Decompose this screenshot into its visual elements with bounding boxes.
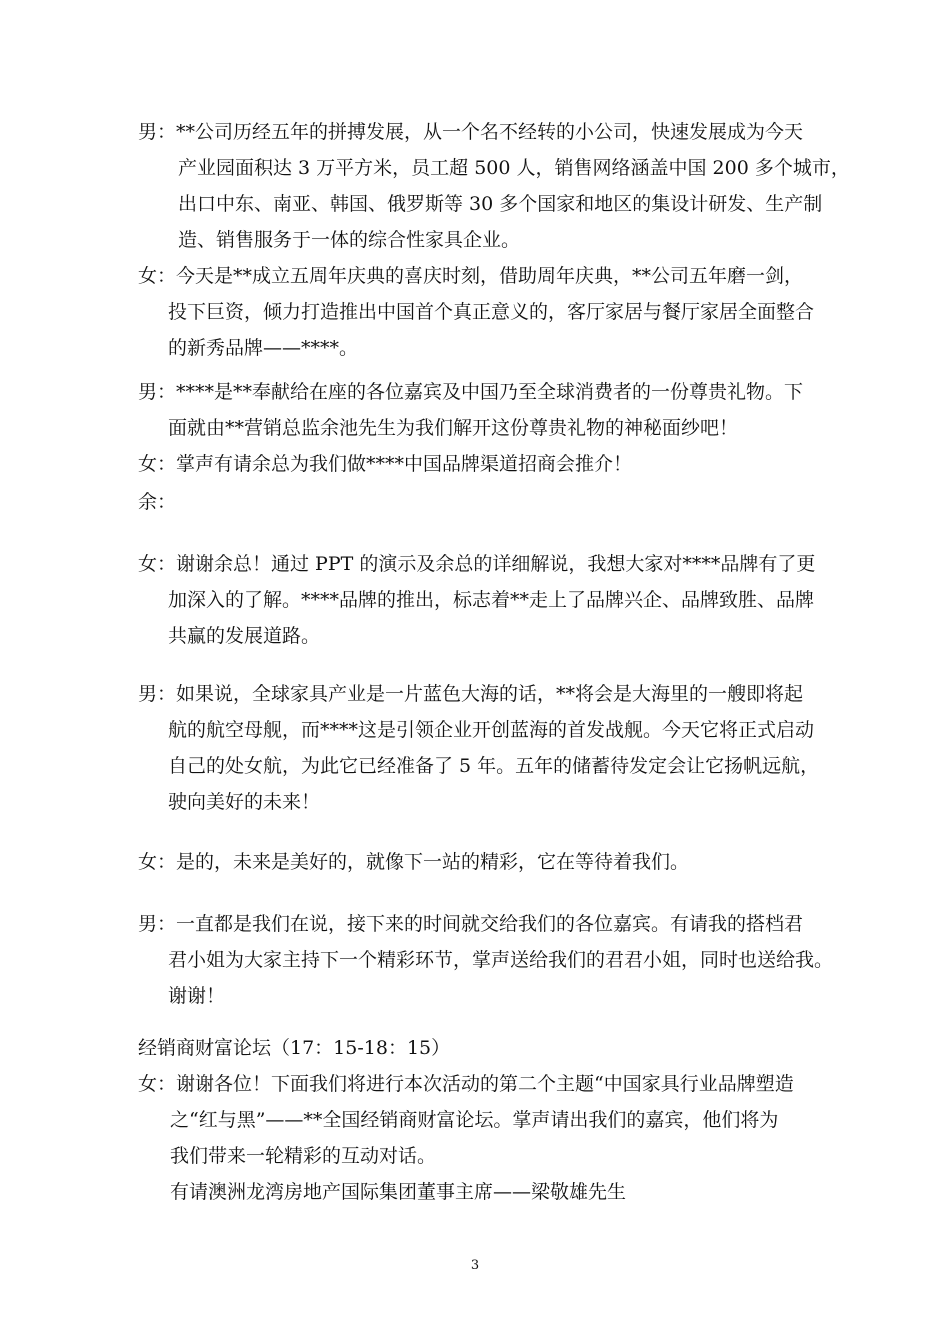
paragraph-female-thanks — [138, 546, 815, 654]
text-line: 经销商财富论坛（17：15-18：15） — [138, 1037, 451, 1059]
text-line: 谢谢！ — [168, 985, 226, 1007]
text-line: 造、销售服务于一体的综合性家具企业。 — [178, 229, 521, 251]
section-heading-forum — [138, 1030, 450, 1066]
text-line: 男：**公司历经五年的拼搏发展，从一个名不经转的小公司，快速发展成为今天 — [138, 121, 804, 143]
paragraph-male-company-intro — [138, 114, 850, 258]
text-line: 男：****是**奉献给在座的各位嘉宾及中国乃至全球消费者的一份尊贵礼物。下 — [138, 381, 804, 403]
text-line: 面就由**营销总监余池先生为我们解开这份尊贵礼物的神秘面纱吧！ — [168, 417, 739, 439]
text-line: 加深入的了解。****品牌的推出，标志着**走上了品牌兴企、品牌致胜、品牌 — [168, 589, 815, 611]
text-line: 的新秀品牌——****。 — [168, 337, 359, 359]
text-line: 女：掌声有请余总为我们做****中国品牌渠道招商会推介！ — [138, 453, 633, 475]
text-line: 共赢的发展道路。 — [168, 625, 321, 647]
text-line: 航的航空母舰，而****这是引领企业开创蓝海的首发战舰。今天它将正式启动 — [168, 719, 815, 741]
paragraph-female-invite — [138, 446, 632, 482]
text-line: 我们带来一轮精彩的互动对话。 — [170, 1145, 437, 1167]
text-line: 投下巨资，倾力打造推出中国首个真正意义的，客厅家居与餐厅家居全面整合 — [168, 301, 815, 323]
text-line: 出口中东、南亚、韩国、俄罗斯等 30 多个国家和地区的集设计研发、生产制 — [178, 193, 823, 215]
text-line: 余： — [138, 491, 177, 513]
text-line: 女：谢谢余总！通过 PPT 的演示及余总的详细解说，我想大家对****品牌有了更 — [138, 553, 816, 575]
paragraph-female-anniversary — [138, 258, 814, 366]
paragraph-speaker-yu — [138, 484, 176, 520]
text-line: 之“红与黑”——**全国经销商财富论坛。掌声请出我们的嘉宾，他们将为 — [170, 1109, 779, 1131]
text-line: 男：一直都是我们在说，接下来的时间就交给我们的各位嘉宾。有请我的搭档君 — [138, 913, 804, 935]
text-line: 驶向美好的未来！ — [168, 791, 321, 813]
paragraph-male-handover — [138, 906, 833, 1014]
paragraph-female-future — [138, 844, 689, 880]
text-line: 女：谢谢各位！下面我们将进行本次活动的第二个主题“中国家具行业品牌塑造 — [138, 1073, 794, 1095]
paragraph-female-forum — [138, 1066, 794, 1210]
text-line: 产业园面积达 3 万平方米，员工超 500 人，销售网络涵盖中国 200 多个城市， — [178, 157, 850, 179]
paragraph-male-gift — [138, 374, 803, 446]
text-line: 女：今天是**成立五周年庆典的喜庆时刻，借助周年庆典，**公司五年磨一剑， — [138, 265, 804, 287]
text-line: 有请澳洲龙湾房地产国际集团董事主席——梁敬雄先生 — [170, 1181, 627, 1203]
text-line: 君小姐为大家主持下一个精彩环节，掌声送给我们的君君小姐，同时也送给我。 — [168, 949, 834, 971]
text-line: 男：如果说，全球家具产业是一片蓝色大海的话，**将会是大海里的一艘即将起 — [138, 683, 804, 705]
paragraph-male-ocean — [138, 676, 819, 820]
text-line: 自己的处女航，为此它已经准备了 5 年。五年的储蓄待发定会让它扬帆远航， — [168, 755, 820, 777]
page-number: 3 — [470, 1258, 480, 1273]
text-line: 女：是的，未来是美好的，就像下一站的精彩，它在等待着我们。 — [138, 851, 690, 873]
